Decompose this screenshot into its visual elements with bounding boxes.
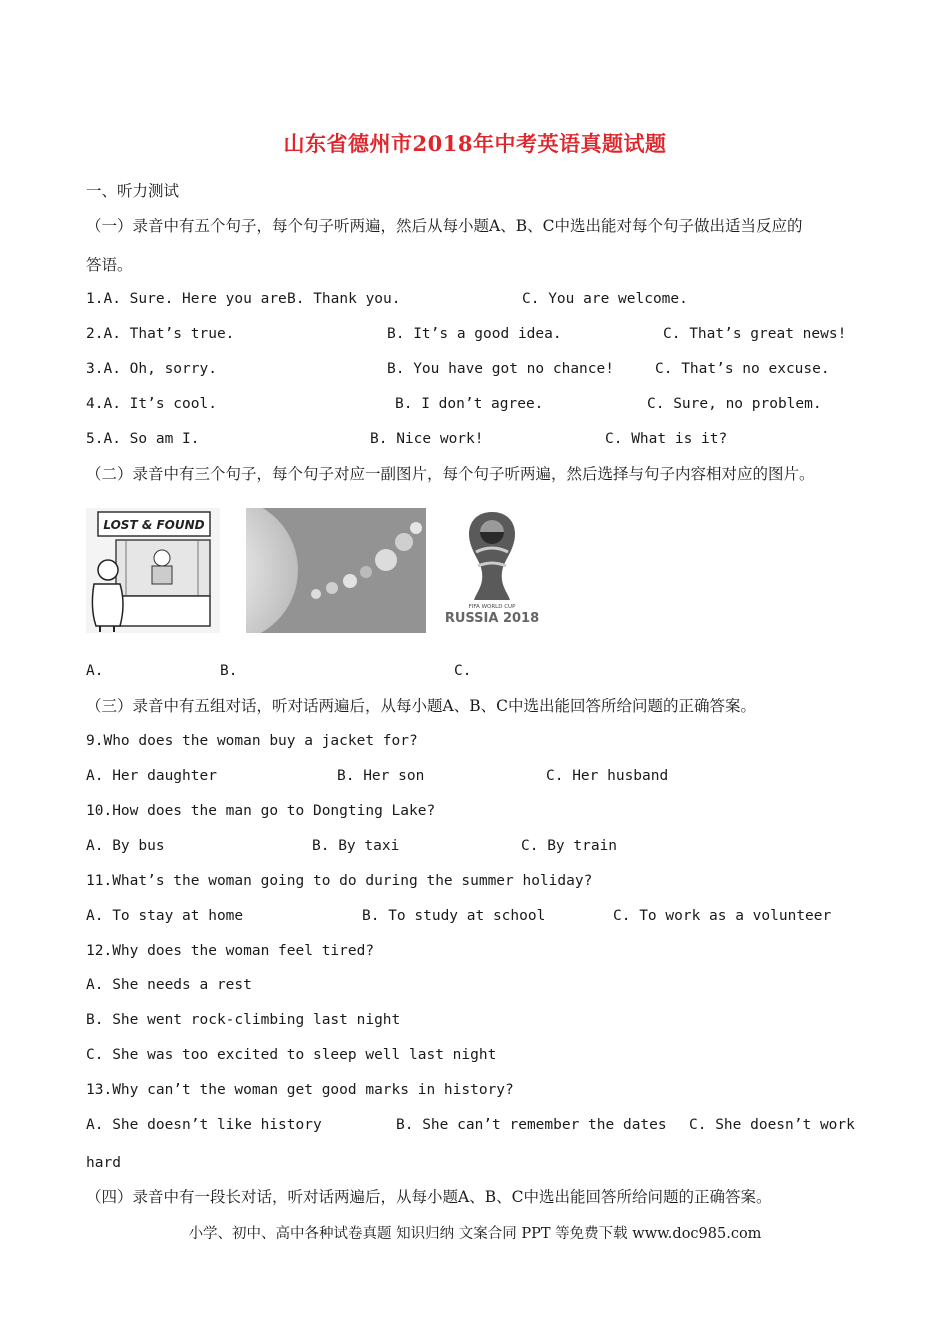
world-cup-caption: RUSSIA 2018 [444,611,540,626]
part1-instructions-cont: 答语。 [86,256,133,274]
section-heading-listening: 一、听力测试 [86,182,180,200]
option-b: B. Nice work! [370,431,484,447]
question-text: 10.How does the man go to Dongting Lake? [86,803,436,819]
option-c: C. By train [521,838,618,854]
option-a: A. By bus [86,838,165,854]
option-a: 1.A. Sure. Here you are [86,291,287,307]
world-cup-caption-small: FIFA WORLD CUP [468,604,516,610]
option-b: B. She went rock-climbing last night [86,1012,401,1028]
picture-label-c: C. [454,663,472,679]
part1-instructions: （一）录音中有五个句子，每个句子听两遍，然后从每小题A、B、C中选出能对每个句子做出适当反应的 [86,217,803,235]
option-a: A. She doesn’t like history [86,1117,322,1133]
option-c: C. You are welcome. [522,291,688,307]
option-c: C. To work as a volunteer [613,908,832,924]
option-b: B. It’s a good idea. [387,326,562,342]
lost-and-found-picture [86,508,220,633]
option-a: 4.A. It’s cool. [86,396,217,412]
question-text: 12.Why does the woman feel tired? [86,943,375,959]
option-a: 2.A. That’s true. [86,326,235,342]
option-a: A. Her daughter [86,768,217,784]
question-text: 9.Who does the woman buy a jacket for? [86,733,418,749]
option-c: C. Sure, no problem. [647,396,822,412]
option-b: B. She can’t remember the dates [396,1117,667,1133]
option-b: B. I don’t agree. [395,396,544,412]
option-b: B. Her son [337,768,425,784]
picture-label-b: B. [220,663,238,679]
option-c: C. That’s no excuse. [655,361,830,377]
page-footer: 小学、初中、高中各种试卷真题 知识归纳 文案合同 PPT 等免费下载 www.doc985.com [188,1226,762,1242]
solar-system-picture [246,508,426,633]
option-b: B. You have got no chance! [387,361,614,377]
option-c: C. That’s great news! [663,326,847,342]
part4-instructions: （四）录音中有一段长对话，听对话两遍后，从每小题A、B、C中选出能回答所给问题的正确答案。 [86,1188,772,1206]
page-title: 山东省德州市2018年中考英语真题试题 [283,131,667,156]
option-b: B. To study at school [362,908,546,924]
world-cup-logo-picture [440,508,545,633]
option-c: C. She doesn’t work [689,1117,855,1133]
lost-found-sign: LOST & FOUND [103,518,205,532]
option-a: A. She needs a rest [86,977,252,993]
option-c: C. Her husband [546,768,669,784]
question-text: 11.What’s the woman going to do during the summer holiday? [86,873,593,889]
option-a: 5.A. So am I. [86,431,200,447]
question-text: 13.Why can’t the woman get good marks in history? [86,1082,514,1098]
option-b: B. By taxi [312,838,400,854]
option-a: 3.A. Oh, sorry. [86,361,217,377]
part3-instructions: （三）录音中有五组对话，听对话两遍后，从每小题A、B、C中选出能回答所给问题的正确答案。 [86,697,756,715]
option-c: C. She was too excited to sleep well last night [86,1047,497,1063]
picture-label-a: A. [86,663,104,679]
part2-instructions: （二）录音中有三个句子，每个句子对应一副图片，每个句子听两遍，然后选择与句子内容相对应的图片。 [86,465,815,483]
option-c-continued: hard [86,1155,121,1171]
option-c: C. What is it? [605,431,728,447]
option-a: A. To stay at home [86,908,244,924]
option-b: B. Thank you. [287,291,401,307]
